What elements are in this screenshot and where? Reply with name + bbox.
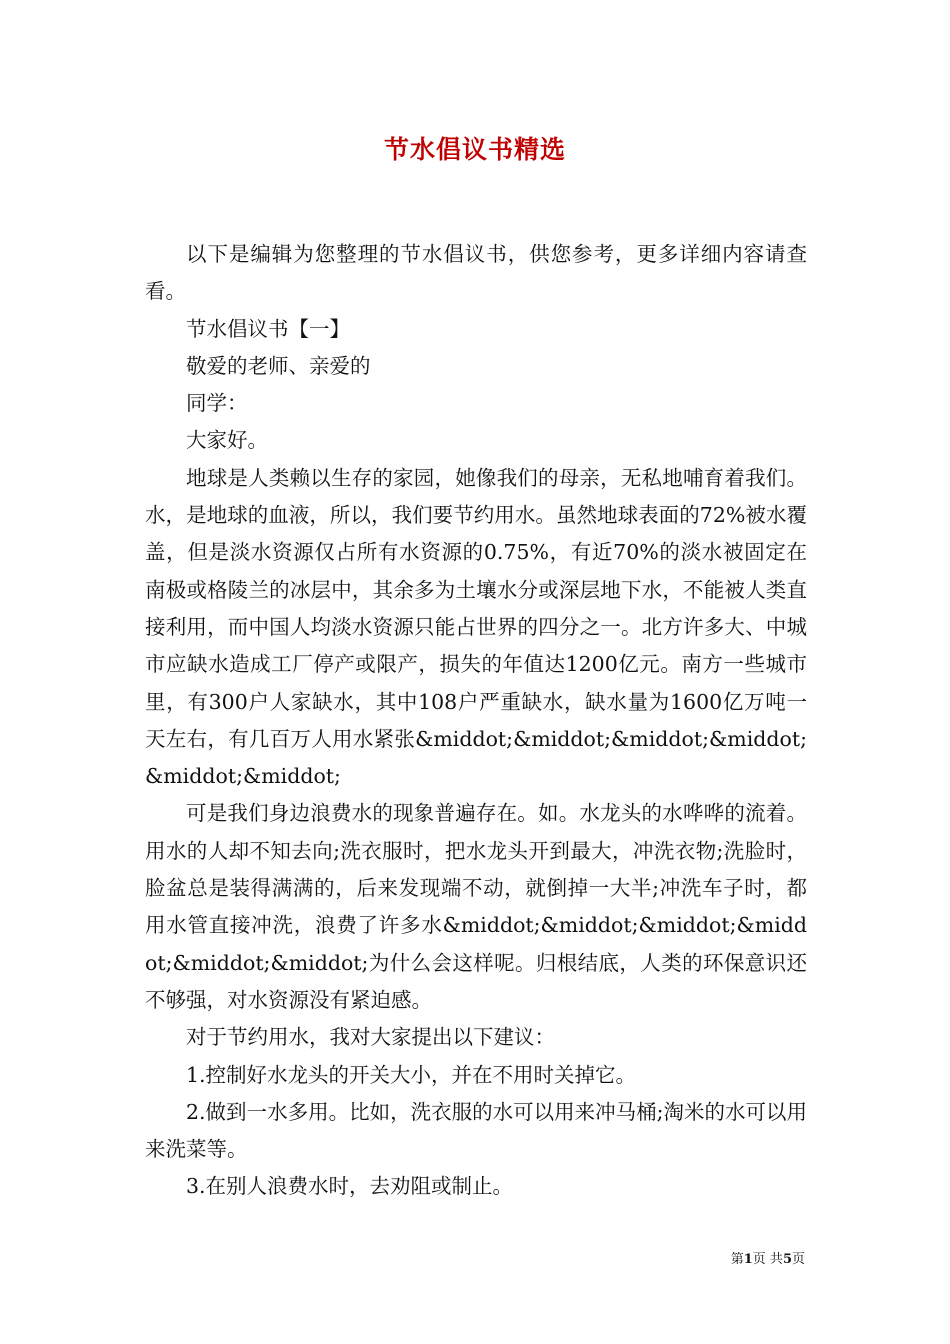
footer-middle: 页 共 (752, 1252, 783, 1267)
document-body (145, 236, 807, 1206)
footer-total-pages: 5 (782, 1252, 792, 1267)
page-footer (731, 1248, 805, 1267)
footer-prefix: 第 (730, 1252, 744, 1267)
intro-paragraph: 以下是编辑为您整理的节水倡议书，供您参考，更多详细内容请查看。 (145, 242, 807, 304)
suggestion-3: 3.在别人浪费水时，去劝阻或制止。 (186, 1174, 514, 1199)
suggestions-intro: 对于节约用水，我对大家提出以下建议： (186, 1025, 555, 1050)
document-title: 节水倡议书精选 (383, 135, 566, 164)
footer-suffix: 页 (791, 1252, 805, 1267)
paragraph-waste: 可是我们身边浪费水的现象普遍存在。如。水龙头的水哗哗的流着。用水的人却不知去向;洗衣服时，把水龙头开到最大，冲洗衣物;洗脸时，脸盆总是装得满满的，后来发现端不动，就倒掉一大半;冲洗车子时，都用水管直接冲洗，浪费了许多水&middot;&middot;&middot;&middot;&middot;&middot;为什么会这样呢。归根结底，人类的环保意识还不够强，对水资源没有紧迫感。 (145, 801, 807, 1012)
greeting: 大家好。 (186, 428, 268, 453)
suggestion-1: 1.控制好水龙头的开关大小，并在不用时关掉它。 (186, 1062, 637, 1087)
footer-page-number: 1 (743, 1252, 753, 1267)
salutation-line-2: 同学： (186, 391, 248, 416)
suggestion-2: 2.做到一水多用。比如，洗衣服的水可以用来冲马桶;淘米的水可以用来洗菜等。 (145, 1099, 807, 1162)
paragraph-earth: 地球是人类赖以生存的家园，她像我们的母亲，无私地哺育着我们。水，是地球的血液，所以，我们要节约用水。虽然地球表面的72%被水覆盖，但是淡水资源仅占所有水资源的0.75%，有近70%的淡水被固定在南极或格陵兰的冰层中，其余多为土壤水分或深层地下水，不能被人类直接利用，而中国人均淡水资源只能占世界的四分之一。北方许多大、中城市应缺水造成工厂停产或限产，损失的年值达1200亿元。南方一些城市里，有300户人家缺水，其中108户严重缺水，缺水量为1600亿万吨一天左右，有几百万人用水紧张&middot;&middot;&middot;&middot;&middot;&middot; (145, 465, 807, 789)
salutation-line-1: 敬爱的老师、亲爱的 (186, 353, 371, 378)
section-heading: 节水倡议书【一】 (186, 316, 350, 341)
